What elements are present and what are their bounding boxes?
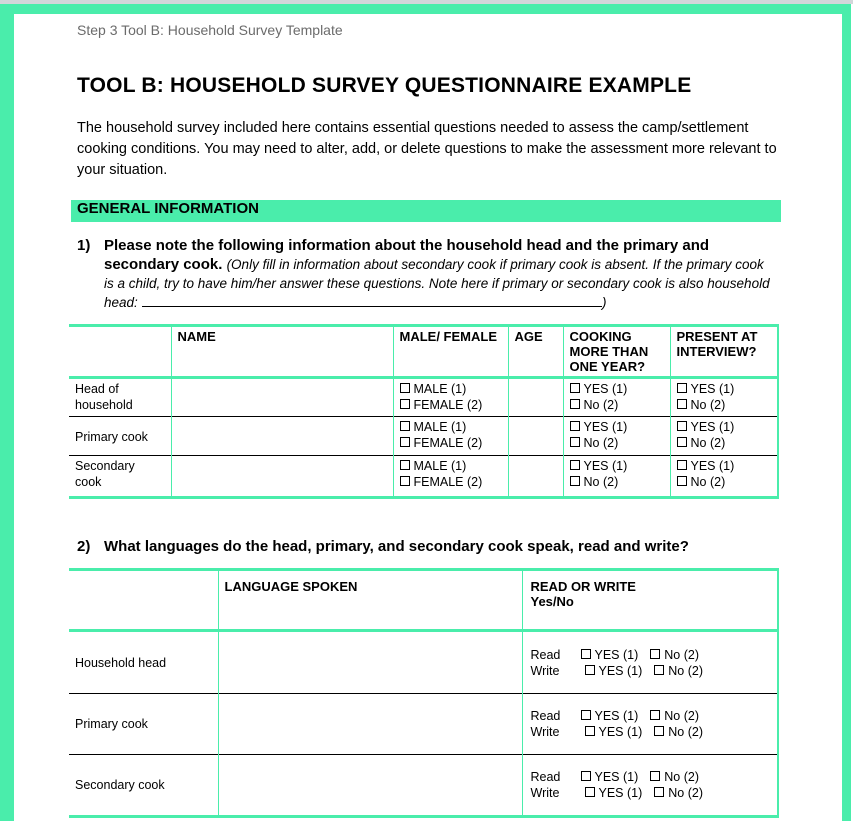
- present-options: [670, 456, 778, 498]
- checkbox-icon[interactable]: [400, 476, 410, 486]
- option-yes[interactable]: YES (1): [677, 381, 772, 397]
- option-no[interactable]: No (2): [654, 663, 703, 679]
- write-line: Write YES (1) No (2): [530, 786, 703, 800]
- option-male[interactable]: MALE (1): [400, 419, 502, 435]
- header-read-write: [522, 570, 778, 631]
- table-row: [69, 631, 778, 694]
- checkbox-icon[interactable]: [677, 437, 687, 447]
- question-text: What languages do the head, primary, and secondary cook speak, read and write?: [104, 538, 689, 555]
- language-field[interactable]: [218, 631, 522, 694]
- option-yes[interactable]: YES (1): [581, 769, 639, 785]
- note-close: ): [601, 295, 607, 310]
- checkbox-icon[interactable]: [570, 476, 580, 486]
- checkbox-icon[interactable]: [570, 383, 580, 393]
- present-options: [670, 417, 778, 456]
- row-label: Primary cook: [75, 717, 148, 731]
- header-read-write-sub: Yes/No: [530, 594, 574, 609]
- checkbox-icon[interactable]: [400, 421, 410, 431]
- question-number: 1): [77, 237, 91, 254]
- languages-table: [69, 568, 779, 818]
- language-field[interactable]: [218, 694, 522, 755]
- table-row: [69, 694, 778, 755]
- cooking-options: [563, 456, 670, 498]
- table-row: [69, 378, 778, 417]
- checkbox-icon[interactable]: [570, 460, 580, 470]
- option-no[interactable]: No (2): [650, 647, 699, 663]
- header-read-write-title: READ OR WRITE: [530, 579, 636, 594]
- option-yes[interactable]: YES (1): [581, 647, 639, 663]
- page-frame-left: [0, 4, 14, 821]
- name-field[interactable]: [171, 378, 393, 417]
- header-blank: [69, 326, 171, 378]
- checkbox-icon[interactable]: [650, 710, 660, 720]
- name-field[interactable]: [171, 456, 393, 498]
- row-label: Secondary cook: [75, 778, 165, 792]
- checkbox-icon[interactable]: [677, 399, 687, 409]
- checkbox-icon[interactable]: [677, 476, 687, 486]
- option-yes[interactable]: YES (1): [677, 419, 772, 435]
- name-field[interactable]: [171, 417, 393, 456]
- age-field[interactable]: [508, 456, 563, 498]
- checkbox-icon[interactable]: [654, 665, 664, 675]
- checkbox-icon[interactable]: [654, 787, 664, 797]
- option-yes[interactable]: YES (1): [570, 381, 664, 397]
- age-field[interactable]: [508, 378, 563, 417]
- read-line: Read YES (1) No (2): [530, 647, 699, 662]
- read-write-options: [522, 631, 778, 694]
- write-line: Write YES (1) No (2): [530, 663, 703, 678]
- option-yes[interactable]: YES (1): [585, 785, 643, 801]
- option-female[interactable]: FEMALE (2): [400, 397, 502, 413]
- section-header-general-information: [71, 200, 781, 222]
- row-label: Primary cook: [75, 430, 148, 444]
- option-no[interactable]: No (2): [677, 435, 772, 451]
- checkbox-icon[interactable]: [570, 421, 580, 431]
- question-note: (Only fill in information about secondary cook if primary cook is absent. If the primary cook is a child, try to have him/her answer these questions. Note here if primary or secondary cook is also household head:: [104, 257, 770, 310]
- checkbox-icon[interactable]: [570, 437, 580, 447]
- page-frame-right: [842, 4, 851, 821]
- header-language-spoken: LANGUAGE SPOKEN: [218, 570, 522, 631]
- age-field[interactable]: [508, 417, 563, 456]
- option-yes[interactable]: YES (1): [585, 663, 643, 679]
- table-row: [69, 456, 778, 498]
- intro-paragraph: The household survey included here contains essential questions needed to assess the camp/settlement cooking conditions. You may need to alter, add, or delete questions to make the assessment more relevant to your situation.: [77, 120, 777, 178]
- cooking-options: [563, 378, 670, 417]
- option-no[interactable]: No (2): [570, 397, 664, 413]
- option-yes[interactable]: YES (1): [677, 458, 772, 474]
- cooking-options: [563, 417, 670, 456]
- option-female[interactable]: FEMALE (2): [400, 435, 502, 451]
- checkbox-icon[interactable]: [581, 771, 591, 781]
- checkbox-icon[interactable]: [400, 399, 410, 409]
- checkbox-icon[interactable]: [677, 383, 687, 393]
- sex-options: [393, 378, 508, 417]
- question-lead: Please note the following information about the household head and the primary and secondary cook.: [104, 237, 710, 273]
- sex-options: [393, 456, 508, 498]
- option-no[interactable]: No (2): [677, 397, 772, 413]
- option-yes[interactable]: YES (1): [570, 458, 664, 474]
- section-title: GENERAL INFORMATION: [77, 200, 259, 217]
- checkbox-icon[interactable]: [400, 437, 410, 447]
- row-label: Head of household: [75, 382, 133, 412]
- row-label: Household head: [75, 655, 167, 670]
- page-frame-top: [0, 4, 851, 14]
- option-female[interactable]: FEMALE (2): [400, 474, 502, 490]
- option-male[interactable]: MALE (1): [400, 381, 502, 397]
- option-no[interactable]: No (2): [570, 474, 664, 490]
- checkbox-icon[interactable]: [677, 421, 687, 431]
- option-male[interactable]: MALE (1): [400, 458, 502, 474]
- option-no[interactable]: No (2): [570, 435, 664, 451]
- write-line: Write YES (1) No (2): [530, 725, 703, 739]
- checkbox-icon[interactable]: [581, 649, 591, 659]
- checkbox-icon[interactable]: [677, 460, 687, 470]
- option-yes[interactable]: YES (1): [570, 419, 664, 435]
- checkbox-icon[interactable]: [654, 726, 664, 736]
- header-age: AGE: [508, 326, 563, 378]
- table-row: [69, 755, 778, 817]
- option-yes[interactable]: YES (1): [585, 724, 643, 740]
- household-members-table: [69, 324, 779, 499]
- header-sex: MALE/ FEMALE: [393, 326, 508, 378]
- language-field[interactable]: [218, 755, 522, 817]
- header-present: PRESENT AT INTERVIEW?: [670, 326, 778, 378]
- table-row: [69, 417, 778, 456]
- question-2: [77, 538, 689, 555]
- read-line: Read YES (1) No (2): [530, 709, 699, 723]
- option-no[interactable]: No (2): [677, 474, 772, 490]
- read-write-options: [522, 694, 778, 755]
- checkbox-icon[interactable]: [650, 649, 660, 659]
- checkbox-icon[interactable]: [570, 399, 580, 409]
- page-title: TOOL B: HOUSEHOLD SURVEY QUESTIONNAIRE EXAMPLE: [77, 74, 692, 97]
- header-name: NAME: [171, 326, 393, 378]
- household-head-note-field[interactable]: [142, 294, 602, 307]
- option-no[interactable]: No (2): [650, 769, 699, 785]
- checkbox-icon[interactable]: [650, 771, 660, 781]
- row-label-text: Secondary cook: [75, 459, 135, 489]
- option-yes[interactable]: YES (1): [581, 708, 639, 724]
- read-write-options: [522, 755, 778, 817]
- checkbox-icon[interactable]: [585, 665, 595, 675]
- option-no[interactable]: No (2): [650, 708, 699, 724]
- checkbox-icon[interactable]: [400, 383, 410, 393]
- present-options: [670, 378, 778, 417]
- sex-options: [393, 417, 508, 456]
- row-label: [69, 456, 171, 498]
- question-1: [77, 236, 777, 312]
- checkbox-icon[interactable]: [585, 726, 595, 736]
- question-number: 2): [77, 538, 91, 555]
- checkbox-icon[interactable]: [400, 460, 410, 470]
- header-cooking: COOKING MORE THAN ONE YEAR?: [563, 326, 670, 378]
- option-no[interactable]: No (2): [654, 785, 703, 801]
- running-head: Step 3 Tool B: Household Survey Template: [77, 22, 343, 38]
- header-blank: [69, 570, 218, 631]
- read-line: Read YES (1) No (2): [530, 770, 699, 784]
- checkbox-icon[interactable]: [585, 787, 595, 797]
- option-no[interactable]: No (2): [654, 724, 703, 740]
- checkbox-icon[interactable]: [581, 710, 591, 720]
